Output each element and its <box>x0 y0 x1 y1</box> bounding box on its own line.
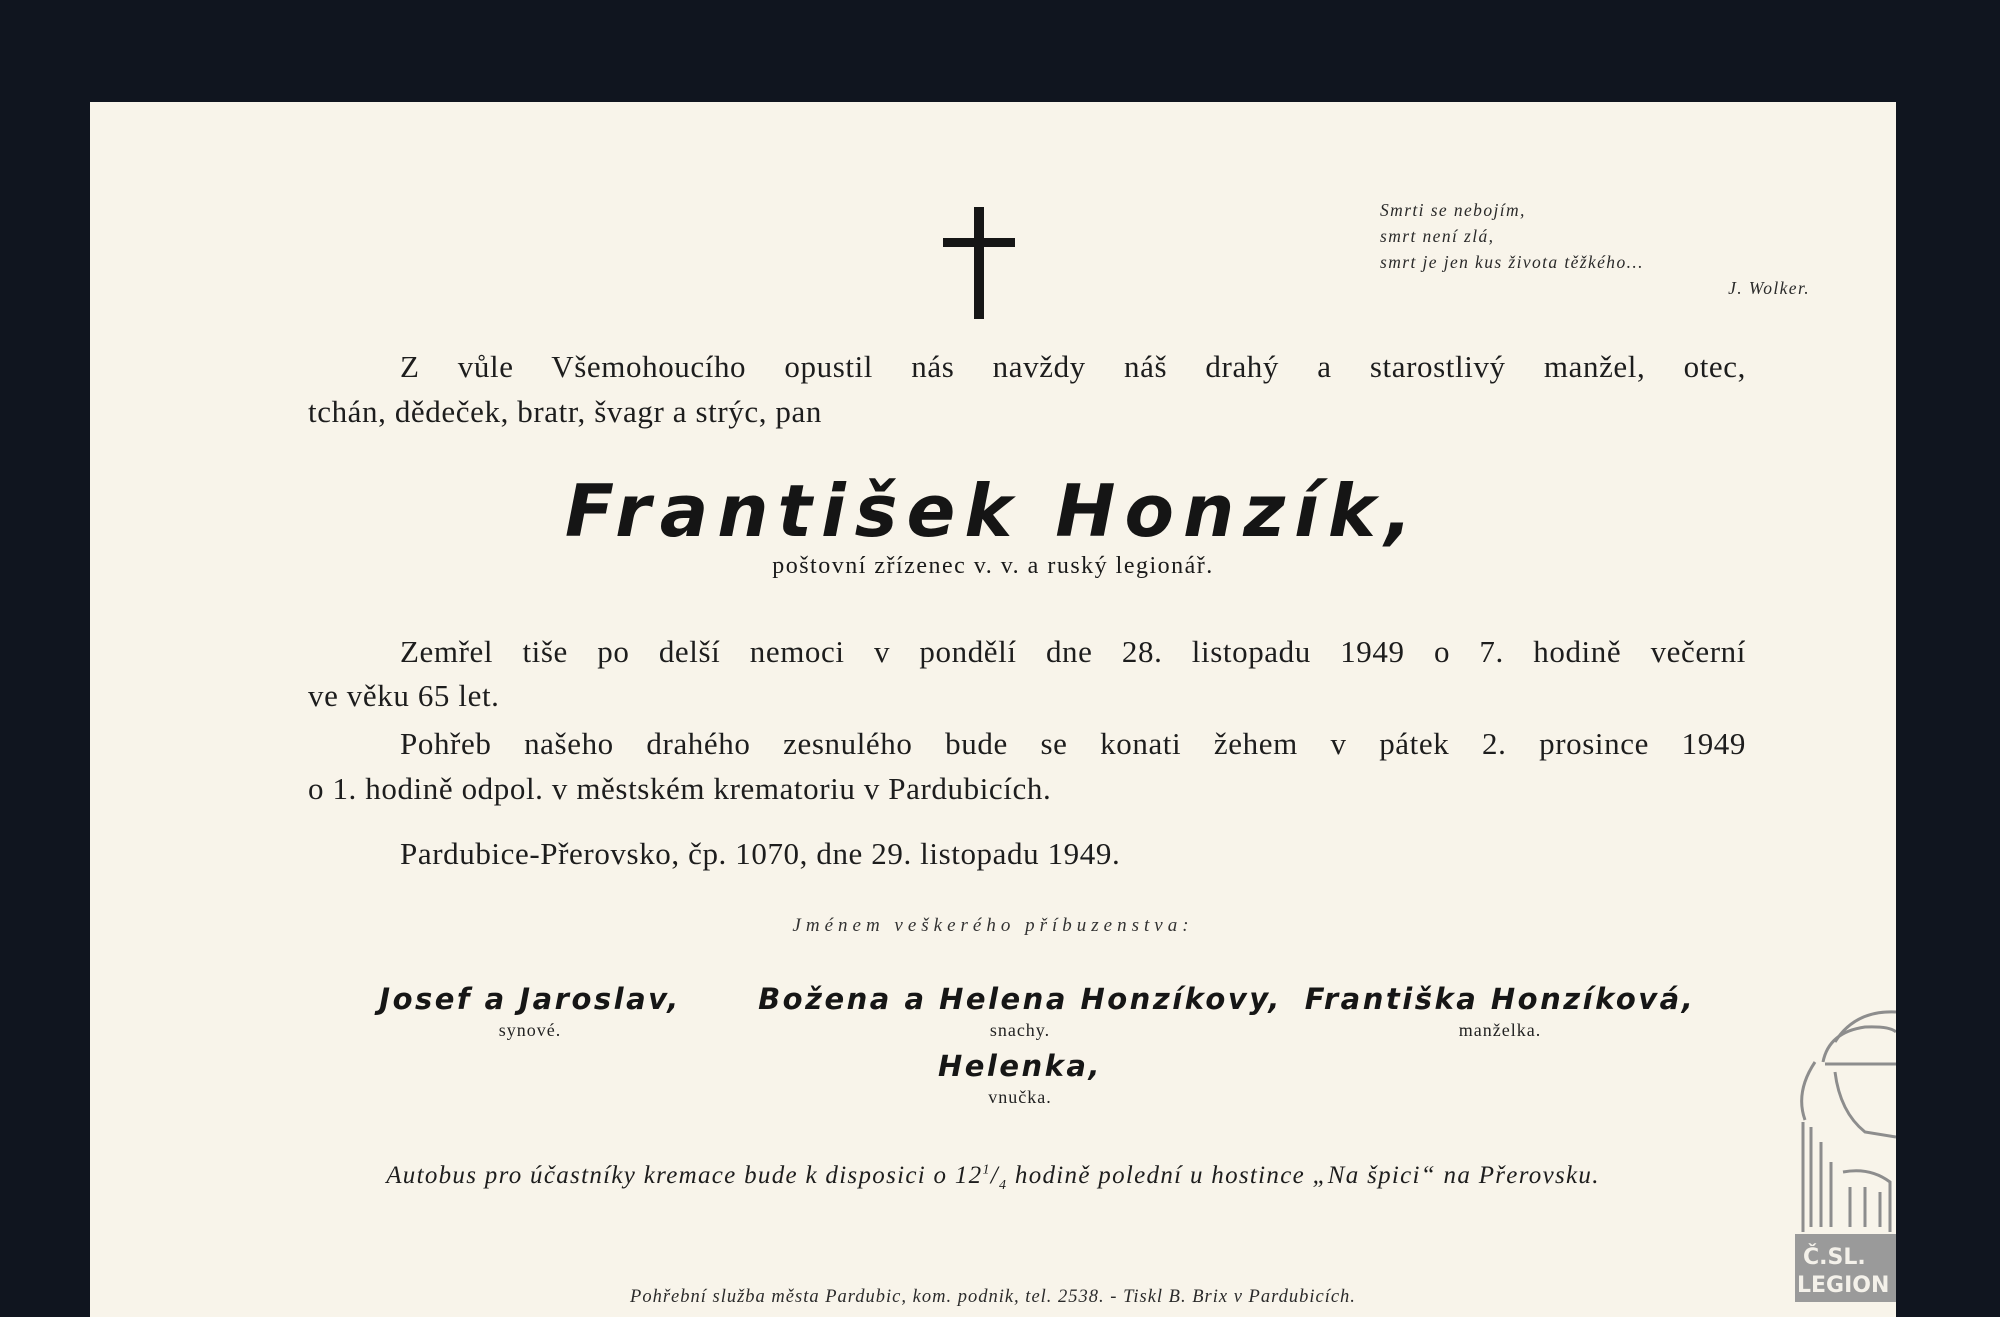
relatives-heading: Jménem veškerého příbuzenstva: <box>792 915 1194 936</box>
bus-note-fraction-den: 4 <box>999 1178 1008 1193</box>
death-line-1: Zemřel tiše po delší nemoci v pondělí dne 28. listopadu 1949 o 7. hodině večerní <box>400 634 1746 669</box>
bus-note-text: Autobus pro účastníky kremace bude k disposici o 12 <box>386 1162 983 1189</box>
deceased-title: poštovní zřízenec v. v. a ruský legionář. <box>772 553 1214 579</box>
signatory-role: manželka. <box>1458 1020 1542 1040</box>
bus-note-fraction-num: 1 <box>982 1162 991 1178</box>
poem-author: J. Wolker. <box>1728 278 1810 298</box>
poem-line: smrt není zlá, <box>1380 226 1495 246</box>
signatory-name: Božena a Helena Honzíkovy, <box>758 982 1282 1016</box>
deceased-name: František Honzík, <box>564 469 1422 553</box>
legionnaire-emblem-icon <box>1795 1002 1896 1302</box>
signatory-name: Josef a Jaroslav, <box>379 982 681 1016</box>
signatory-role: synové. <box>498 1020 562 1040</box>
signatory-granddaughter <box>690 1046 1350 1108</box>
bus-note-text: hodině polední u hostince „Na špici“ na Přerovsku. <box>1007 1162 1600 1189</box>
parte-sheet <box>90 102 1896 1317</box>
signatory-sons <box>330 979 730 1041</box>
watermark-text: Č.SL. <box>1803 1245 1866 1270</box>
poem-line: smrt je jen kus života těžkého... <box>1380 252 1644 272</box>
signatory-wife <box>1240 979 1760 1041</box>
signatory-name: Františka Honzíková, <box>1304 982 1696 1016</box>
funeral-line-1: Pohřeb našeho drahého zesnulého bude se konati žehem v pátek 2. prosince 1949 <box>400 726 1746 761</box>
funeral-line-2: o 1. hodině odpol. v městském krematoriu v Pardubicích. <box>308 771 1052 806</box>
cross-icon <box>943 207 1015 319</box>
place-date: Pardubice-Přerovsko, čp. 1070, dne 29. listopadu 1949. <box>400 836 1121 871</box>
bus-note: Autobus pro účastníky kremace bude k disposici o $12^1/_4$ hodině polední u hostince „Na špici“ na Přerovsku. <box>386 1162 1600 1193</box>
death-line-2: ve věku 65 let. <box>308 678 500 713</box>
signatory-role: snachy. <box>989 1020 1051 1040</box>
watermark-text: LEGION <box>1797 1273 1890 1298</box>
signatory-role: vnučka. <box>988 1087 1052 1107</box>
signatory-name: Helenka, <box>937 1049 1103 1083</box>
poem-quote <box>1380 197 1810 301</box>
intro-line-1: Z vůle Všemohoucího opustil nás navždy náš drahý a starostlivý manžel, otec, <box>400 349 1746 384</box>
intro-line-2: tchán, dědeček, bratr, švagr a strýc, pan <box>308 394 822 429</box>
poem-line: Smrti se nebojím, <box>1380 200 1526 220</box>
printer-imprint: Pohřební služba města Pardubic, kom. podnik, tel. 2538. - Tiskl B. Brix v Pardubicích. <box>630 1287 1356 1307</box>
